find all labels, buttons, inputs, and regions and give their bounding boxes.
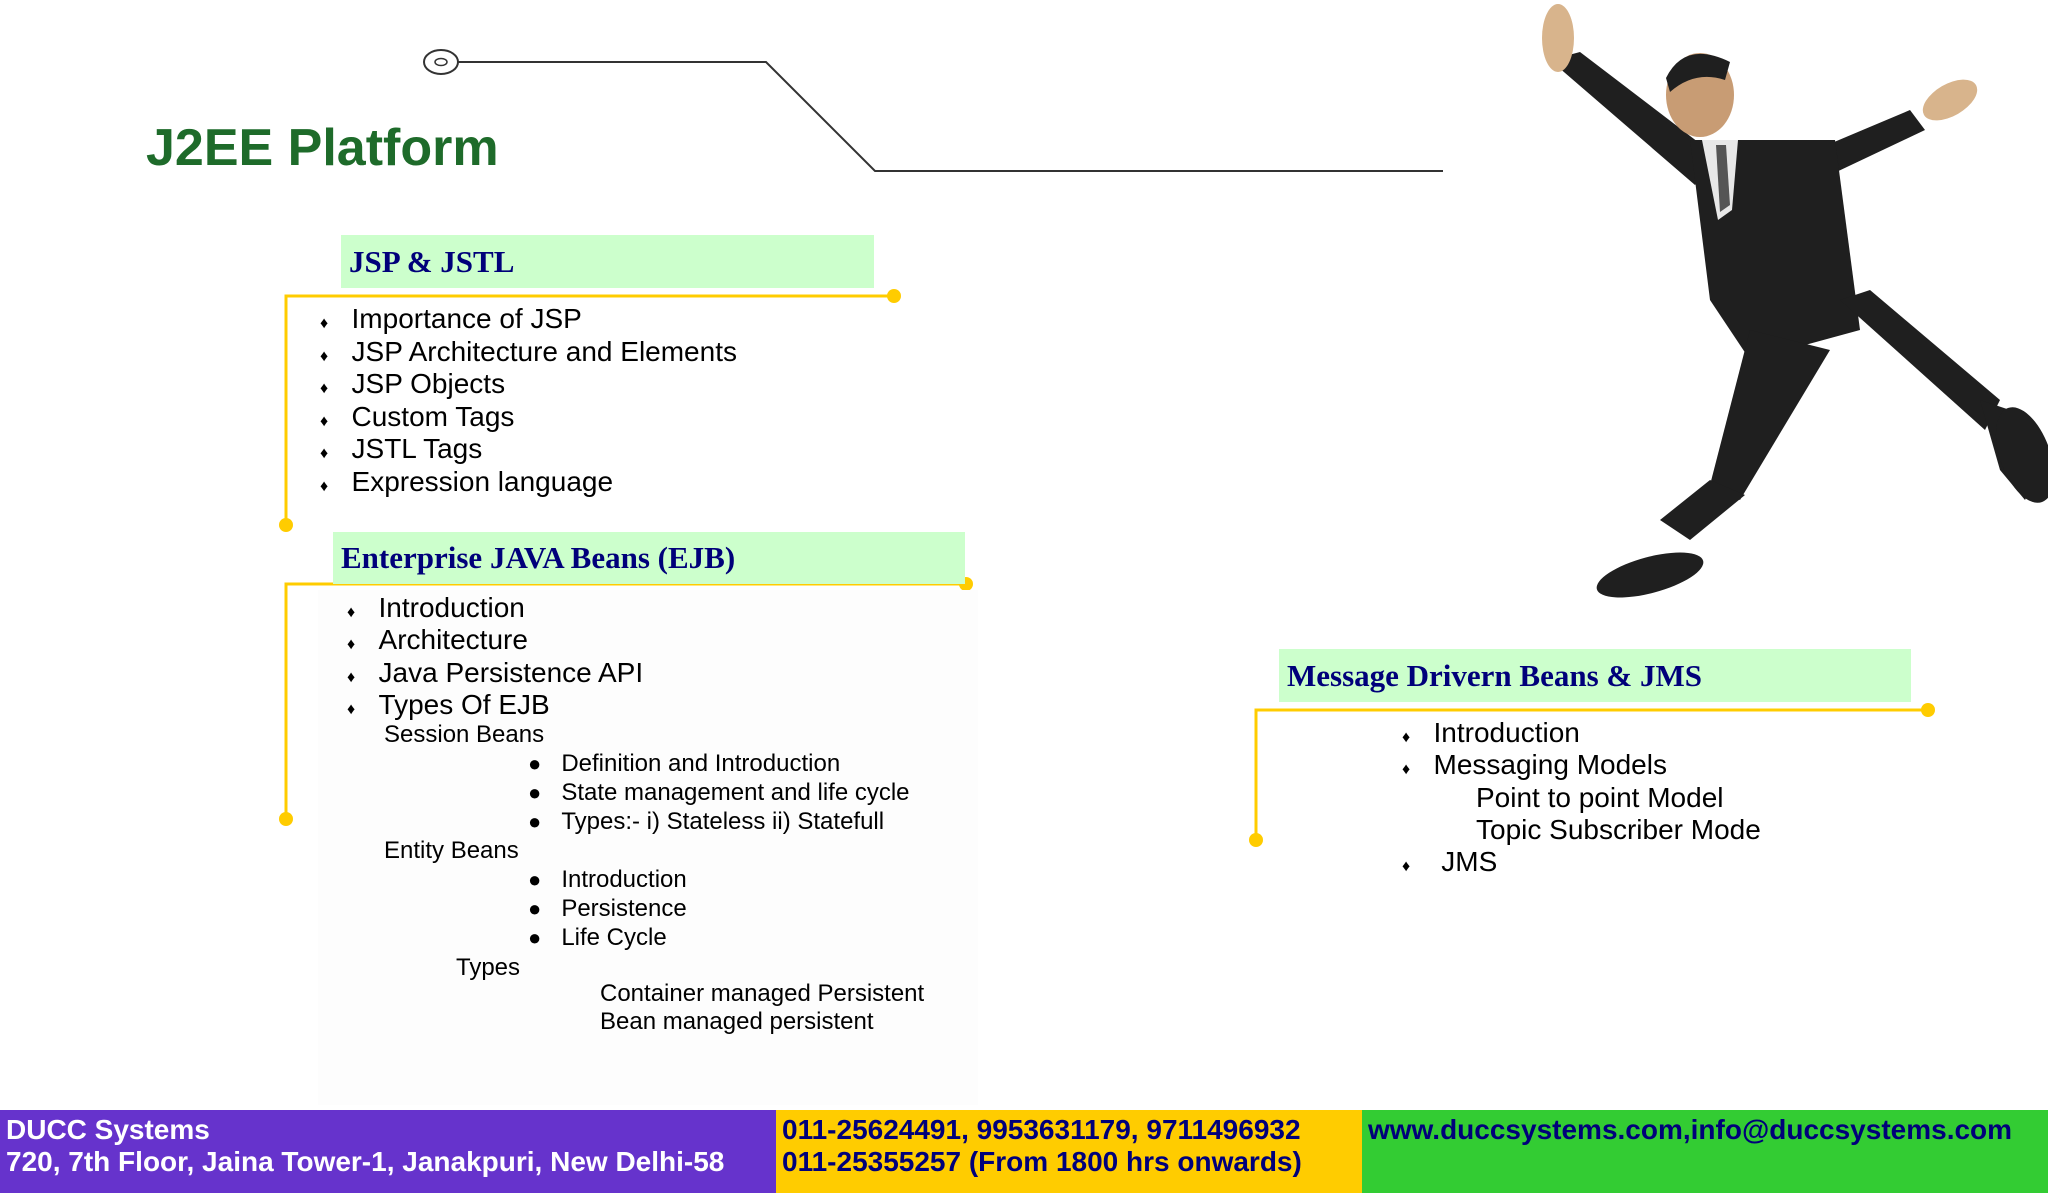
list-item: ♦ Types Of EJB <box>347 688 550 720</box>
list-item: ● Introduction <box>528 866 687 893</box>
footer-company <box>0 1110 776 1193</box>
entity-types-list <box>600 980 924 1036</box>
diamond-bullet-icon: ♦ <box>1402 761 1411 779</box>
page-title: J2EE Platform <box>146 119 499 177</box>
list-item: Point to point Model <box>1476 781 1724 813</box>
entity-beans-label: Entity Beans <box>384 837 519 864</box>
phone-numbers: 011-25624491, 9953631179, 9711496932 <box>782 1114 1301 1145</box>
bullet-dot-icon: ● <box>528 925 542 950</box>
footer-phones <box>776 1110 1362 1193</box>
list-item: ♦ Introduction <box>1402 717 1580 748</box>
company-address: 720, 7th Floor, Jaina Tower-1, Janakpuri, New Delhi-58 <box>6 1146 725 1177</box>
diamond-bullet-icon: ♦ <box>1402 858 1411 876</box>
list-item: ♦ JSP Architecture and Elements <box>320 335 737 367</box>
footer-web <box>1362 1110 2048 1193</box>
jumping-businessman-image <box>1440 0 2048 630</box>
mdb-list <box>1402 717 1761 878</box>
list-item: ♦ JSTL Tags <box>320 433 483 464</box>
bullet-dot-icon: ● <box>528 780 542 805</box>
diamond-bullet-icon: ♦ <box>320 347 329 365</box>
list-item: ● Definition and Introduction <box>528 750 841 777</box>
diamond-bullet-icon: ♦ <box>347 636 356 654</box>
bullet-dot-icon: ● <box>528 751 542 776</box>
diamond-bullet-icon: ♦ <box>320 380 329 397</box>
section-heading-jsp: JSP & JSTL <box>341 235 874 288</box>
bullet-dot-icon: ● <box>528 867 542 892</box>
entity-beans-list <box>528 865 687 952</box>
list-item: ♦ JMS <box>1402 846 1498 878</box>
ejb-list <box>347 592 643 721</box>
list-item: ● State management and life cycle <box>528 779 910 806</box>
list-item: Topic Subscriber Mode <box>1476 813 1761 845</box>
list-item: Container managed Persistent <box>600 980 925 1007</box>
list-item: ♦ Messaging Models <box>1402 749 1667 781</box>
list-item: ♦ Java Persistence API <box>347 656 644 688</box>
diamond-bullet-icon: ♦ <box>320 445 329 462</box>
diamond-bullet-icon: ♦ <box>347 604 356 621</box>
diamond-bullet-icon: ♦ <box>320 412 329 430</box>
company-name: DUCC Systems <box>6 1114 210 1145</box>
bullet-dot-icon: ● <box>528 809 542 834</box>
phone-evening: 011-25355257 (From 1800 hrs onwards) <box>782 1146 1302 1177</box>
diamond-bullet-icon: ♦ <box>347 700 356 718</box>
bullet-dot-icon: ● <box>528 896 542 921</box>
jsp-list <box>320 303 737 498</box>
list-item: ♦ Custom Tags <box>320 400 515 432</box>
session-beans-list <box>528 749 910 836</box>
list-item: ● Life Cycle <box>528 924 667 951</box>
list-item: ♦ Introduction <box>347 592 525 623</box>
list-item: ♦ JSP Objects <box>320 368 506 399</box>
list-item: ♦ Expression language <box>320 465 614 497</box>
diamond-bullet-icon: ♦ <box>347 668 356 686</box>
list-item: ♦ Architecture <box>347 624 528 656</box>
session-beans-label: Session Beans <box>384 721 545 748</box>
list-item: ● Types:- i) Stateless ii) Statefull <box>528 808 885 835</box>
diamond-bullet-icon: ♦ <box>320 315 329 332</box>
list-item: Bean managed persistent <box>600 1008 874 1035</box>
list-item: ♦ Importance of JSP <box>320 303 582 334</box>
website-email-link[interactable]: www.duccsystems.com,info@duccsystems.com <box>1368 1114 2013 1145</box>
section-heading-ejb: Enterprise JAVA Beans (EJB) <box>333 532 965 584</box>
diamond-bullet-icon: ♦ <box>320 477 329 495</box>
types-label: Types <box>456 954 521 981</box>
list-item: ● Persistence <box>528 895 687 922</box>
diamond-bullet-icon: ♦ <box>1402 729 1411 746</box>
section-heading-mdb: Message Drivern Beans & JMS <box>1279 649 1911 702</box>
